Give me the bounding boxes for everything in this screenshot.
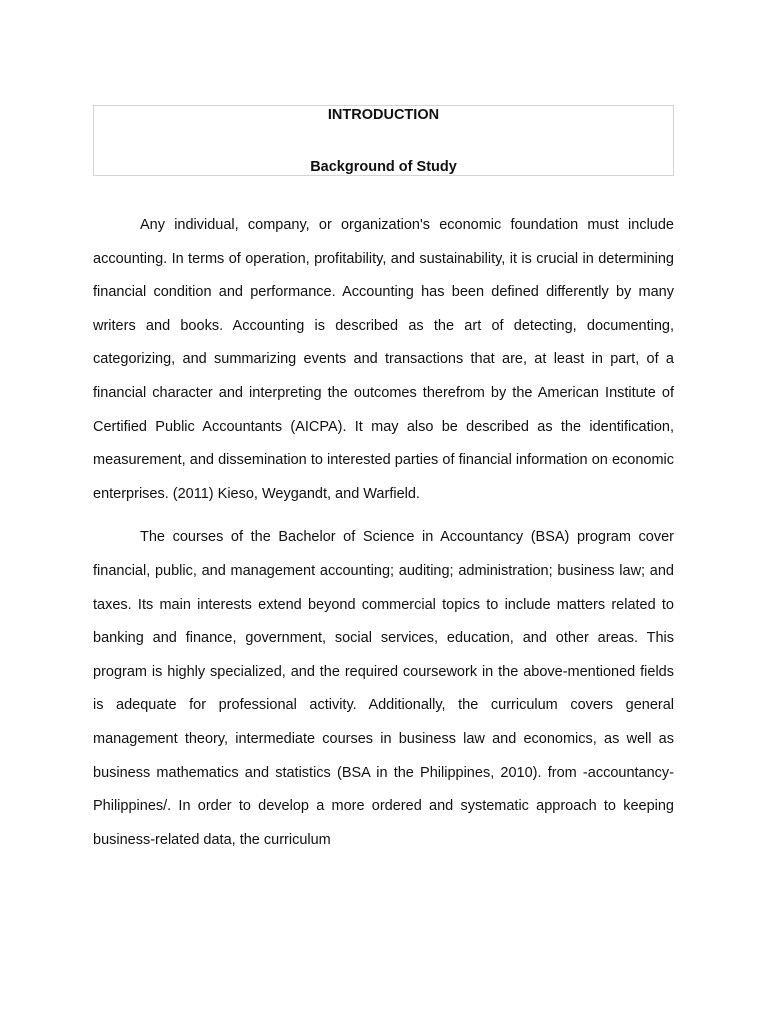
section-heading: INTRODUCTION: [327, 107, 440, 123]
subsection-heading: Background of Study: [310, 159, 457, 175]
body-text: [93, 209, 674, 857]
heading-box: [93, 105, 674, 176]
paragraph: The courses of the Bachelor of Science in Accountancy (BSA) program cover financial, public, and management accounting; auditing; administration; business law; and taxes. Its main interests extend beyond commercial topics to include matters related to banking and finance, government, social services, education, and other areas. This program is highly specialized, and the required coursework in the above-mentioned fields is adequate for professional activity. Additionally, the curriculum covers general management theory, intermediate courses in business law and economics, as well as business mathematics and statistics (BSA in the Philippines, 2010). from -accountancy-Philippines/. In order to develop a more ordered and systematic approach to keeping business-related data, the curriculum: [93, 529, 674, 848]
paragraph: Any individual, company, or organization's economic foundation must include accounting. In terms of operation, profitability, and sustainability, it is crucial in determining financial condition and performance. Accounting has been defined differently by many writers and books. Accounting is described as the art of detecting, documenting, categorizing, and summarizing events and transactions that are, at least in part, of a financial character and interpreting the outcomes therefrom by the American Institute of Certified Public Accountants (AICPA). It may also be described as the identification, measurement, and dissemination to interested parties of financial information on economic enterprises. (2011) Kieso, Weygandt, and Warfield.: [93, 217, 674, 502]
